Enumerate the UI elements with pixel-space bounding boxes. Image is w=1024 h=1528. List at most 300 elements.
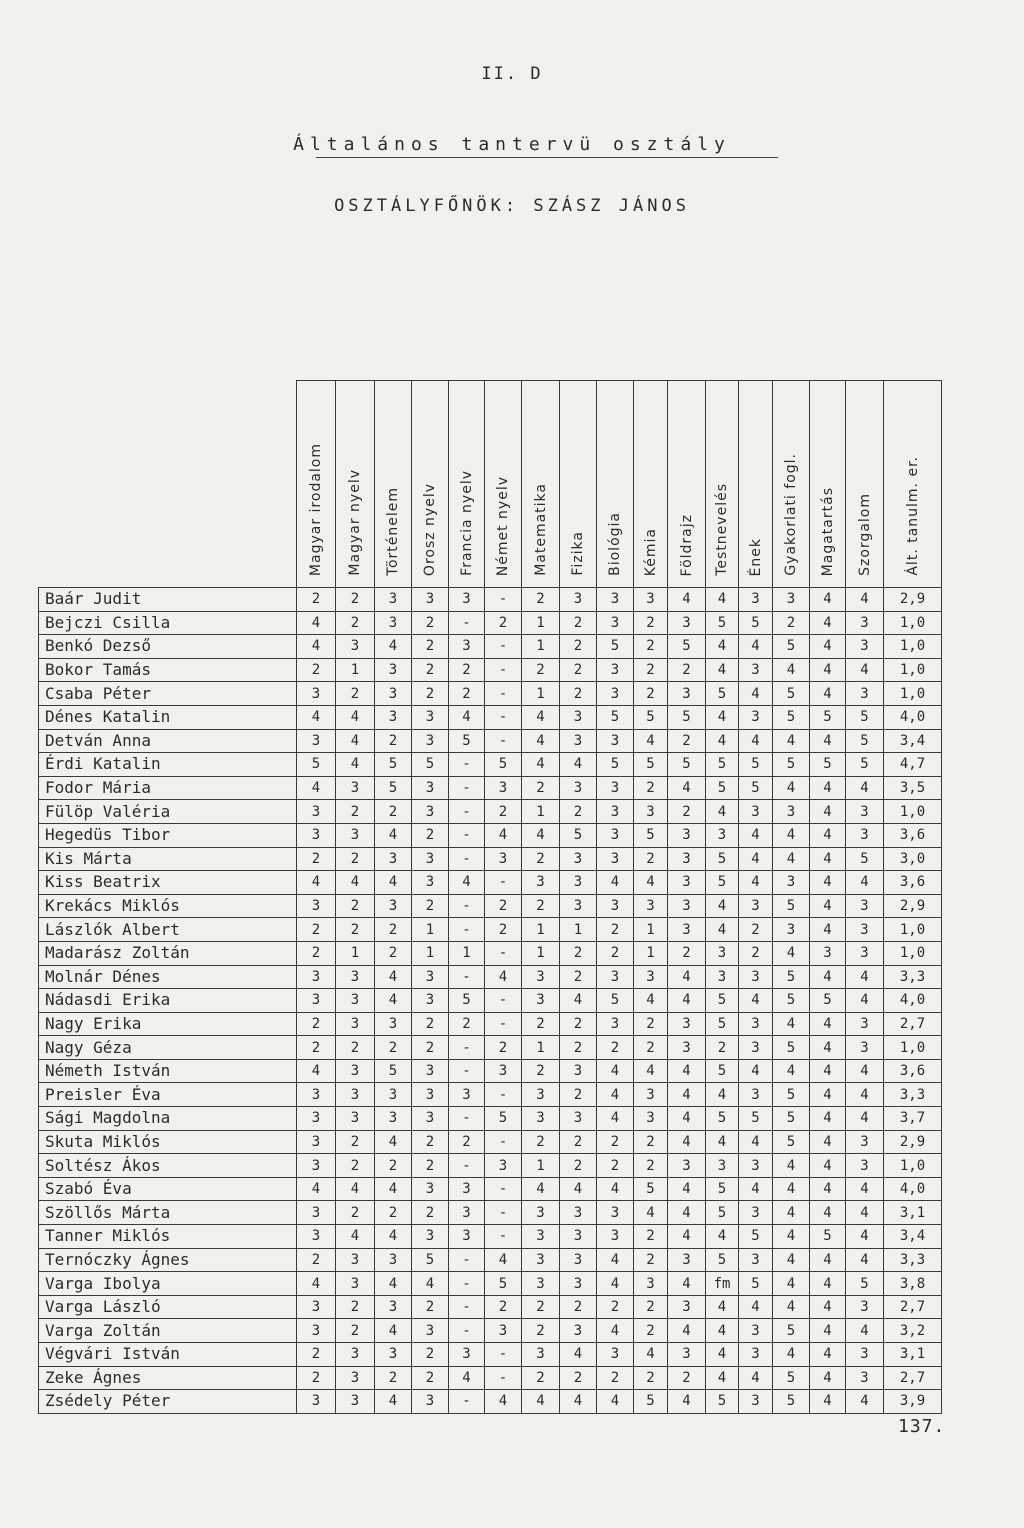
grade-cell: 2	[375, 1036, 412, 1060]
grade-cell: 5	[297, 753, 336, 777]
student-row	[39, 635, 942, 659]
grade-cell: 4	[412, 1272, 449, 1296]
grade-cell: 3	[846, 1012, 884, 1036]
grade-cell: 3	[375, 1248, 412, 1272]
grade-cell: 2	[739, 918, 773, 942]
grade-cell: 3	[773, 871, 810, 895]
grade-cell: 2	[297, 1343, 336, 1367]
grade-cell: 1	[634, 941, 668, 965]
grade-cell: 4	[485, 1248, 522, 1272]
grade-cell: 4	[668, 989, 706, 1013]
student-name: Nádasdi Erika	[39, 989, 297, 1013]
grade-cell: 2	[336, 1201, 375, 1225]
grade-cell: 3	[846, 1366, 884, 1390]
corner-cell	[39, 381, 297, 588]
grade-cell: -	[449, 918, 485, 942]
grade-cell: 3	[560, 1059, 597, 1083]
grade-cell: 4	[668, 776, 706, 800]
student-row	[39, 705, 942, 729]
grade-cell: 5	[773, 1319, 810, 1343]
average-cell: 1,0	[884, 1036, 942, 1060]
grade-cell: 4	[810, 682, 846, 706]
column-header	[560, 381, 597, 588]
student-name: Fodor Mária	[39, 776, 297, 800]
grade-cell: 5	[706, 1390, 739, 1414]
grade-cell: 2	[336, 1295, 375, 1319]
student-name: Németh István	[39, 1059, 297, 1083]
grade-cell: 3	[668, 1154, 706, 1178]
grade-cell: 1	[412, 941, 449, 965]
grade-cell: 4	[706, 894, 739, 918]
grade-cell: 5	[634, 1177, 668, 1201]
grade-cell: 4	[810, 1272, 846, 1296]
average-cell: 1,0	[884, 941, 942, 965]
grade-cell: 4	[668, 1130, 706, 1154]
grade-cell: 3	[846, 918, 884, 942]
average-cell: 4,0	[884, 1177, 942, 1201]
grade-cell: 2	[522, 1012, 560, 1036]
grade-cell: 3	[739, 1248, 773, 1272]
column-header	[336, 381, 375, 588]
grade-cell: 3	[668, 894, 706, 918]
grade-cell: 4	[739, 1130, 773, 1154]
grade-cell: 3	[739, 1012, 773, 1036]
student-name: Lászlók Albert	[39, 918, 297, 942]
grade-cell: 5	[706, 1177, 739, 1201]
grade-cell: -	[449, 965, 485, 989]
average-cell: 3,3	[884, 1248, 942, 1272]
grade-cell: 2	[668, 800, 706, 824]
grade-cell: 4	[810, 1107, 846, 1131]
grade-cell: 2	[668, 658, 706, 682]
grade-cell: 4	[522, 1390, 560, 1414]
grade-cell: 4	[810, 1177, 846, 1201]
grade-cell: -	[485, 1130, 522, 1154]
grade-cell: 3	[297, 1390, 336, 1414]
grade-cell: 5	[739, 776, 773, 800]
grade-cell: 3	[560, 588, 597, 612]
grade-cell: 3	[846, 894, 884, 918]
grade-cell: 5	[773, 1390, 810, 1414]
grade-cell: -	[485, 1201, 522, 1225]
grade-cell: 4	[485, 965, 522, 989]
grade-cell: 3	[412, 1225, 449, 1249]
grade-cell: 5	[706, 611, 739, 635]
student-name: Tanner Miklós	[39, 1225, 297, 1249]
grade-cell: 2	[336, 800, 375, 824]
grade-cell: 3	[597, 682, 634, 706]
grade-cell: 3	[560, 776, 597, 800]
grade-cell: 2	[522, 1319, 560, 1343]
student-name: Végvári István	[39, 1343, 297, 1367]
grade-cell: 3	[560, 871, 597, 895]
grade-cell: 4	[375, 1225, 412, 1249]
student-row	[39, 1154, 942, 1178]
grade-table-body	[39, 588, 942, 1414]
grade-cell: 2	[668, 1366, 706, 1390]
student-name: Csaba Péter	[39, 682, 297, 706]
grade-cell: 3	[597, 658, 634, 682]
student-row	[39, 1059, 942, 1083]
grade-cell: 5	[773, 894, 810, 918]
grade-cell: 3	[846, 1343, 884, 1367]
column-header-label: Orosz nyelv	[422, 482, 438, 576]
grade-cell: 2	[597, 1154, 634, 1178]
grade-cell: 3	[846, 1130, 884, 1154]
grade-cell: 4	[810, 588, 846, 612]
grade-cell: 4	[597, 871, 634, 895]
grade-cell: 4	[522, 753, 560, 777]
grade-cell: 4	[773, 941, 810, 965]
grade-cell: 5	[706, 871, 739, 895]
grade-cell: 3	[412, 1390, 449, 1414]
grade-cell: 2	[336, 894, 375, 918]
grade-cell: 2	[634, 1012, 668, 1036]
grade-cell: 2	[336, 611, 375, 635]
grade-cell: 4	[773, 823, 810, 847]
grade-cell: 5	[560, 823, 597, 847]
grade-cell: 4	[773, 776, 810, 800]
grade-cell: 2	[560, 1295, 597, 1319]
column-header	[706, 381, 739, 588]
grade-cell: 4	[846, 1107, 884, 1131]
grade-cell: 5	[706, 776, 739, 800]
student-name: Benkó Dezső	[39, 635, 297, 659]
grade-cell: 3	[449, 1083, 485, 1107]
column-header-label: Matematika	[532, 483, 549, 576]
grade-cell: 3	[739, 705, 773, 729]
grade-cell: 3	[597, 729, 634, 753]
grade-cell: 3	[846, 800, 884, 824]
grade-cell: -	[485, 729, 522, 753]
student-row	[39, 871, 942, 895]
grade-cell: 3	[336, 1107, 375, 1131]
grade-cell: -	[449, 1036, 485, 1060]
student-name: Sági Magdolna	[39, 1107, 297, 1131]
grade-cell: 4	[739, 682, 773, 706]
grade-cell: 4	[773, 1154, 810, 1178]
grade-cell: 3	[739, 1083, 773, 1107]
grade-cell: 3	[706, 1154, 739, 1178]
grade-cell: 2	[560, 1366, 597, 1390]
grade-cell: 4	[597, 1083, 634, 1107]
grade-cell: 3	[522, 871, 560, 895]
grade-cell: 3	[375, 1107, 412, 1131]
grade-cell: 4	[810, 1130, 846, 1154]
grade-cell: 3	[485, 1319, 522, 1343]
grade-cell: 5	[597, 989, 634, 1013]
grade-cell: 4	[739, 1177, 773, 1201]
grade-cell: 4	[810, 800, 846, 824]
grade-cell: 3	[668, 611, 706, 635]
grade-cell: 4	[597, 1177, 634, 1201]
grade-cell: 2	[336, 682, 375, 706]
student-row	[39, 1177, 942, 1201]
grade-cell: 4	[846, 1319, 884, 1343]
student-row	[39, 823, 942, 847]
grade-cell: 4	[810, 823, 846, 847]
student-name: Preisler Éva	[39, 1083, 297, 1107]
grade-cell: 2	[449, 658, 485, 682]
grade-cell: 2	[634, 611, 668, 635]
grade-cell: 4	[634, 1059, 668, 1083]
grade-cell: -	[449, 776, 485, 800]
grade-cell: 4	[810, 965, 846, 989]
grade-cell: 2	[449, 1130, 485, 1154]
grade-cell: 2	[560, 635, 597, 659]
grade-cell: 5	[846, 729, 884, 753]
grade-cell: 3	[668, 682, 706, 706]
grade-cell: 3	[560, 847, 597, 871]
average-cell: 3,1	[884, 1201, 942, 1225]
grade-cell: 3	[773, 800, 810, 824]
average-cell: 1,0	[884, 1154, 942, 1178]
grade-cell: 2	[522, 658, 560, 682]
grade-cell: 1	[560, 918, 597, 942]
grade-cell: 5	[706, 753, 739, 777]
grade-cell: 5	[668, 753, 706, 777]
grade-cell: 2	[522, 1366, 560, 1390]
grade-cell: 4	[739, 871, 773, 895]
grade-cell: 2	[597, 1366, 634, 1390]
grade-cell: 3	[668, 918, 706, 942]
grade-cell: 3	[336, 1248, 375, 1272]
grade-cell: 3	[597, 800, 634, 824]
grade-cell: 2	[412, 1012, 449, 1036]
grade-cell: 4	[810, 776, 846, 800]
grade-cell: 3	[560, 1248, 597, 1272]
grade-cell: 1	[522, 918, 560, 942]
grade-cell: 2	[297, 847, 336, 871]
grade-cell: 2	[634, 1366, 668, 1390]
grade-cell: 4	[810, 658, 846, 682]
grade-cell: 5	[634, 823, 668, 847]
grade-cell: 4	[846, 776, 884, 800]
grade-cell: 1	[522, 635, 560, 659]
student-row	[39, 1366, 942, 1390]
grade-cell: 1	[522, 1154, 560, 1178]
grade-cell: 5	[773, 965, 810, 989]
grade-cell: 2	[485, 611, 522, 635]
grade-cell: 2	[597, 1036, 634, 1060]
average-cell: 1,0	[884, 800, 942, 824]
grade-cell: 4	[810, 1295, 846, 1319]
grade-cell: 3	[336, 989, 375, 1013]
grade-cell: 4	[485, 823, 522, 847]
student-row	[39, 1343, 942, 1367]
grade-cell: 5	[739, 611, 773, 635]
grade-cell: 2	[336, 918, 375, 942]
grade-cell: 3	[412, 588, 449, 612]
column-header	[522, 381, 560, 588]
student-row	[39, 847, 942, 871]
grade-cell: 4	[668, 1390, 706, 1414]
student-row	[39, 1012, 942, 1036]
grade-cell: -	[485, 1225, 522, 1249]
student-row	[39, 1036, 942, 1060]
grade-cell: 4	[773, 1248, 810, 1272]
grade-cell: 4	[773, 847, 810, 871]
grade-cell: 2	[485, 918, 522, 942]
grade-cell: 3	[297, 800, 336, 824]
grade-cell: 3	[597, 823, 634, 847]
grade-cell: 2	[485, 894, 522, 918]
average-cell: 1,0	[884, 682, 942, 706]
grade-cell: -	[449, 1154, 485, 1178]
grade-cell: 3	[412, 705, 449, 729]
grade-cell: 4	[810, 635, 846, 659]
average-cell: 3,3	[884, 1083, 942, 1107]
grade-cell: 5	[412, 1248, 449, 1272]
grade-cell: 5	[773, 1083, 810, 1107]
grade-cell: 5	[773, 635, 810, 659]
grade-cell: 5	[485, 1107, 522, 1131]
curriculum-subtitle: Általános tantervü osztály	[293, 134, 731, 155]
student-name: Madarász Zoltán	[39, 941, 297, 965]
average-cell: 2,9	[884, 588, 942, 612]
grade-cell: 3	[375, 611, 412, 635]
grade-cell: 3	[560, 1107, 597, 1131]
grade-cell: 5	[449, 989, 485, 1013]
grade-cell: 3	[597, 1201, 634, 1225]
grade-cell: 3	[739, 965, 773, 989]
student-name: Detván Anna	[39, 729, 297, 753]
grade-cell: 2	[336, 1319, 375, 1343]
grade-cell: 2	[706, 1036, 739, 1060]
grade-cell: 5	[773, 1366, 810, 1390]
column-header-label: Történelem	[385, 487, 401, 576]
average-cell: 3,8	[884, 1272, 942, 1296]
grade-cell: 4	[297, 776, 336, 800]
column-header	[375, 381, 412, 588]
grade-cell: 4	[297, 611, 336, 635]
grade-cell: 4	[634, 729, 668, 753]
grade-cell: 3	[412, 871, 449, 895]
grade-cell: 2	[560, 800, 597, 824]
grade-cell: 3	[297, 1107, 336, 1131]
grade-cell: 4	[560, 1177, 597, 1201]
grade-cell: 3	[597, 1343, 634, 1367]
class-teacher-line: OSZTÁLYFŐNÖK: SZÁSZ JÁNOS	[334, 196, 690, 216]
grade-cell: 5	[706, 847, 739, 871]
grade-cell: 3	[449, 1177, 485, 1201]
average-cell: 1,0	[884, 635, 942, 659]
column-header-label: Magyar irodalom	[308, 442, 324, 576]
grade-cell: -	[485, 1083, 522, 1107]
grade-cell: 1	[522, 682, 560, 706]
grade-cell: 5	[846, 753, 884, 777]
grade-cell: 3	[634, 894, 668, 918]
grade-cell: 3	[846, 1036, 884, 1060]
grade-cell: 3	[375, 847, 412, 871]
grade-cell: 5	[634, 1390, 668, 1414]
grade-cell: 2	[560, 965, 597, 989]
student-name: Zsédely Péter	[39, 1390, 297, 1414]
grade-cell: 4	[810, 611, 846, 635]
grade-cell: 4	[375, 1177, 412, 1201]
grade-cell: 4	[297, 705, 336, 729]
grade-cell: 2	[634, 1248, 668, 1272]
average-cell: 3,3	[884, 965, 942, 989]
grade-cell: 4	[773, 1059, 810, 1083]
grade-cell: 4	[773, 1295, 810, 1319]
grade-cell: 2	[773, 611, 810, 635]
grade-cell: 5	[412, 753, 449, 777]
grade-cell: 5	[773, 1130, 810, 1154]
grade-cell: 3	[668, 1012, 706, 1036]
grade-cell: 3	[634, 1107, 668, 1131]
grade-cell: 5	[634, 705, 668, 729]
grade-cell: 4	[739, 1295, 773, 1319]
grade-cell: 3	[412, 965, 449, 989]
grade-cell: 2	[634, 1225, 668, 1249]
grade-cell: 2	[522, 1059, 560, 1083]
grade-cell: 4	[706, 918, 739, 942]
grade-cell: 2	[634, 1154, 668, 1178]
student-row	[39, 1130, 942, 1154]
grade-cell: 2	[634, 658, 668, 682]
column-header	[485, 381, 522, 588]
grade-cell: -	[485, 989, 522, 1013]
grade-cell: 3	[597, 847, 634, 871]
student-row	[39, 658, 942, 682]
grade-cell: 3	[297, 1154, 336, 1178]
grade-cell: 4	[634, 1201, 668, 1225]
grade-cell: 4	[739, 989, 773, 1013]
grade-cell: 4	[739, 635, 773, 659]
grade-cell: -	[449, 847, 485, 871]
grade-cell: -	[449, 1248, 485, 1272]
grade-cell: 3	[706, 941, 739, 965]
grade-cell: 3	[336, 965, 375, 989]
grade-cell: 2	[297, 1036, 336, 1060]
grade-cell: -	[485, 588, 522, 612]
grade-cell: 4	[634, 989, 668, 1013]
class-heading: II. D	[481, 64, 543, 84]
grade-cell: 3	[412, 1059, 449, 1083]
average-cell: 3,7	[884, 1107, 942, 1131]
grade-cell: 3	[449, 1225, 485, 1249]
grade-cell: 3	[522, 1343, 560, 1367]
grade-cell: 4	[846, 965, 884, 989]
column-header-label: Magatartás	[819, 486, 836, 576]
grade-cell: 4	[522, 705, 560, 729]
grade-cell: 5	[449, 729, 485, 753]
grade-cell: 5	[706, 989, 739, 1013]
grade-cell: 4	[560, 1390, 597, 1414]
grade-cell: 3	[485, 1154, 522, 1178]
grade-cell: 4	[668, 1107, 706, 1131]
grade-cell: 4	[739, 847, 773, 871]
student-row	[39, 729, 942, 753]
grade-cell: 5	[773, 989, 810, 1013]
grade-cell: 2	[522, 776, 560, 800]
grade-cell: 4	[336, 729, 375, 753]
grade-cell: 2	[522, 1295, 560, 1319]
student-name: Soltész Ákos	[39, 1154, 297, 1178]
grade-cell: -	[449, 753, 485, 777]
grade-cell: 4	[773, 658, 810, 682]
student-name: Nagy Erika	[39, 1012, 297, 1036]
grade-cell: 4	[375, 1319, 412, 1343]
grade-cell: 4	[560, 753, 597, 777]
grade-cell: 2	[522, 847, 560, 871]
grade-cell: 3	[297, 894, 336, 918]
average-cell: 2,9	[884, 894, 942, 918]
grade-cell: 4	[706, 1366, 739, 1390]
grade-cell: 4	[846, 989, 884, 1013]
grade-cell: 1	[522, 941, 560, 965]
